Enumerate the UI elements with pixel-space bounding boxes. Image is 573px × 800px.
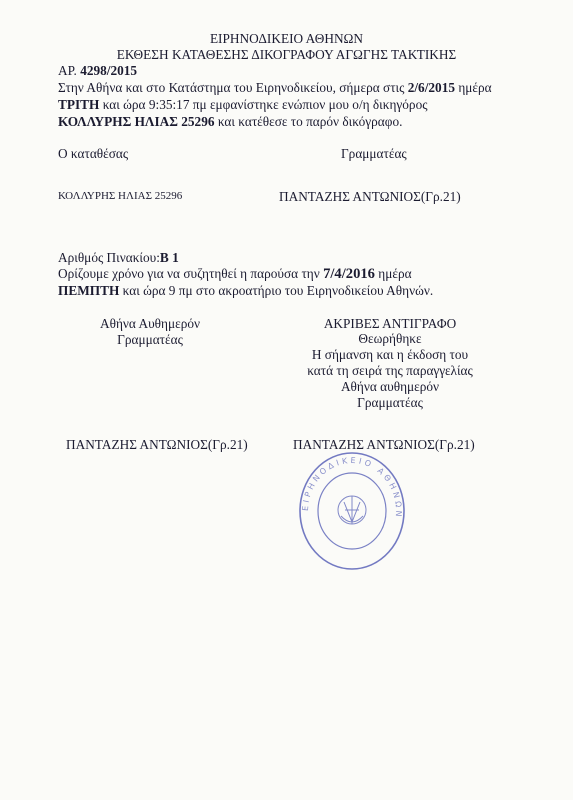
hearing-line-1-suffix: ημέρα bbox=[374, 266, 412, 281]
lawyer-name: ΚΟΛΛΥΡΗΣ ΗΛΙΑΣ 25296 bbox=[58, 114, 215, 129]
stamp-emblem bbox=[338, 496, 366, 524]
hearing-line-2 bbox=[58, 283, 433, 299]
case-number bbox=[58, 63, 137, 79]
hearing-line-1 bbox=[58, 266, 412, 283]
hearing-line-2-text: και ώρα 9 πμ στο ακροατήριο του Ειρηνοδικείου Αθηνών. bbox=[119, 283, 434, 298]
body-line-1 bbox=[58, 80, 492, 96]
secretary-label: Γραμματέας bbox=[341, 146, 407, 161]
deposit-date: 2/6/2015 bbox=[407, 80, 455, 95]
body-line-2-text: και ώρα 9:35:17 πμ εμφανίστηκε ενώπιον μου ο/η δικηγόρος bbox=[99, 97, 428, 112]
certification-text-3: Αθήνα αυθημερόν bbox=[340, 379, 440, 394]
depositor-name: ΚΟΛΛΥΡΗΣ ΗΛΙΑΣ 25296 bbox=[58, 190, 183, 202]
secretary-label-3: Γραμματέας bbox=[357, 395, 423, 410]
docket-value: Β 1 bbox=[159, 250, 179, 265]
certification-text-1: Η σήμανση και η έκδοση του bbox=[311, 347, 469, 362]
depositor-label: Ο καταθέσας bbox=[58, 146, 129, 161]
hearing-day: ΠΕΜΠΤΗ bbox=[58, 283, 120, 298]
case-number-label: ΑΡ. bbox=[58, 63, 81, 78]
stamp-text: ΕΙΡΗΝΟΔΙΚΕΙΟ ΑΘΗΝΩΝ bbox=[300, 455, 404, 520]
court-name: ΕΙΡΗΝΟΔΙΚΕΙΟ ΑΘΗΝΩΝ bbox=[209, 31, 364, 46]
hearing-line-1-text: Ορίζουμε χρόνο για να συζητηθεί η παρούσα την bbox=[58, 266, 324, 281]
deposit-day: ΤΡΙΤΗ bbox=[58, 97, 100, 112]
body-line-3 bbox=[58, 114, 402, 130]
secretary-label-2: Γραμματέας bbox=[117, 332, 183, 347]
certified-label: Θεωρήθηκε bbox=[358, 331, 422, 346]
true-copy-heading: ΑΚΡΙΒΕΣ ΑΝΤΙΓΡΑΦΟ bbox=[323, 316, 457, 331]
case-number-value: 4298/2015 bbox=[80, 63, 138, 78]
docket-number bbox=[58, 250, 179, 266]
body-line-1-suffix: ημέρα bbox=[455, 80, 492, 95]
secretary-name-right: ΠΑΝΤΑΖΗΣ ΑΝΤΩΝΙΟΣ(Γρ.21) bbox=[293, 437, 475, 452]
secretary-name-left: ΠΑΝΤΑΖΗΣ ΑΝΤΩΝΙΟΣ(Γρ.21) bbox=[66, 437, 248, 452]
hearing-date: 7/4/2016 bbox=[323, 266, 375, 282]
body-line-2 bbox=[58, 97, 427, 113]
court-stamp-seal bbox=[297, 450, 407, 572]
body-line-3-text: και κατέθεσε το παρόν δικόγραφο. bbox=[214, 114, 403, 129]
secretary-name: ΠΑΝΤΑΖΗΣ ΑΝΤΩΝΙΟΣ(Γρ.21) bbox=[279, 189, 461, 204]
certification-text-2: κατά τη σειρά της παραγγελίας bbox=[307, 363, 473, 378]
body-line-1-text: Στην Αθήνα και στο Κατάστημα του Ειρηνοδικείου, σήμερα στις bbox=[58, 80, 408, 95]
report-title: ΕΚΘΕΣΗ ΚΑΤΑΘΕΣΗΣ ΔΙΚΟΓΡΑΦΟΥ ΑΓΩΓΗΣ ΤΑΚΤΙΚΗΣ bbox=[116, 47, 457, 62]
docket-label: Αριθμός Πινακίου: bbox=[58, 250, 160, 265]
athens-same-day: Αθήνα Αυθημερόν bbox=[99, 316, 200, 331]
